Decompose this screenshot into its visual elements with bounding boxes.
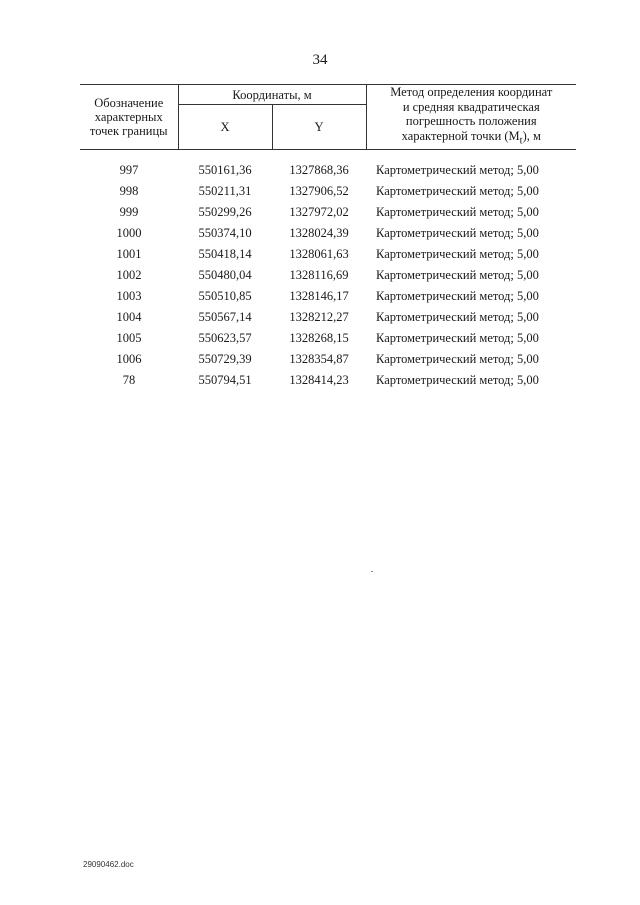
cell-point: 1002 [116, 267, 142, 282]
table-row [80, 265, 576, 286]
cell-x: 550374,10 [198, 225, 252, 240]
cell-point: 1004 [116, 309, 142, 324]
header-method-line-1: Метод определения координат [390, 85, 553, 99]
cell-method: Картометрический метод; 5,00 [376, 162, 539, 177]
cell-method: Картометрический метод; 5,00 [376, 351, 539, 366]
table-row [80, 181, 576, 202]
cell-y: 1328268,15 [289, 330, 349, 345]
cell-y: 1327906,52 [289, 183, 349, 198]
header-x: X [178, 105, 272, 149]
cell-y: 1328414,23 [289, 372, 349, 387]
table-row [80, 286, 576, 307]
header-method-subscript: t [519, 135, 523, 146]
cell-point: 1000 [116, 225, 142, 240]
cell-x: 550418,14 [198, 246, 252, 261]
footer-filename: 29090462.doc [83, 860, 134, 869]
cell-point: 78 [122, 372, 136, 387]
cell-x: 550299,26 [198, 204, 252, 219]
table-row [80, 202, 576, 223]
cell-point: 1003 [116, 288, 142, 303]
cell-x: 550623,57 [198, 330, 252, 345]
cell-y: 1328212,27 [289, 309, 349, 324]
table-header [80, 85, 576, 150]
cell-x: 550510,85 [198, 288, 252, 303]
cell-x: 550211,31 [198, 183, 252, 198]
cell-y: 1328354,87 [289, 351, 349, 366]
header-y: Y [272, 105, 366, 149]
cell-method: Картометрический метод; 5,00 [376, 330, 539, 345]
table-body [80, 149, 576, 391]
coordinates-table [80, 84, 576, 391]
cell-method: Картометрический метод; 5,00 [376, 288, 539, 303]
header-point: Обозначение характерных точек границы [80, 85, 178, 150]
cell-y: 1328024,39 [289, 225, 349, 240]
header-coordinates: Координаты, м [178, 85, 366, 105]
cell-point: 999 [119, 204, 139, 219]
table-row [80, 307, 576, 328]
table-row [80, 149, 576, 181]
table-row [80, 349, 576, 370]
cell-x: 550161,36 [198, 162, 252, 177]
header-method [366, 85, 576, 150]
cell-method: Картометрический метод; 5,00 [376, 267, 539, 282]
cell-y: 1328146,17 [289, 288, 349, 303]
cell-point: 1005 [116, 330, 142, 345]
cell-method: Картометрический метод; 5,00 [376, 204, 539, 219]
cell-x: 550729,39 [198, 351, 252, 366]
cell-point: 1001 [116, 246, 142, 261]
cell-y: 1327868,36 [289, 162, 349, 177]
table-row [80, 370, 576, 391]
page-number: 34 [312, 52, 328, 68]
cell-method: Картометрический метод; 5,00 [376, 372, 539, 387]
table-row [80, 328, 576, 349]
cell-method: Картометрический метод; 5,00 [376, 225, 539, 240]
cell-method: Картометрический метод; 5,00 [376, 183, 539, 198]
cell-point: 998 [119, 183, 139, 198]
cell-point: 997 [119, 162, 139, 177]
cell-x: 550480,04 [198, 267, 252, 282]
cell-x: 550794,51 [198, 372, 252, 387]
table-row [80, 244, 576, 265]
cell-point: 1006 [116, 351, 142, 366]
cell-x: 550567,14 [198, 309, 252, 324]
header-method-line-5: ), м [522, 128, 541, 143]
header-method-line-2: и средняя квадратическая [402, 99, 540, 114]
cell-method: Картометрический метод; 5,00 [376, 309, 539, 324]
table-row [80, 223, 576, 244]
cell-y: 1328116,69 [289, 267, 349, 282]
cell-y: 1327972,02 [289, 204, 349, 219]
header-method-line-4: характерной точки (M [401, 128, 520, 143]
cell-method: Картометрический метод; 5,00 [376, 246, 539, 261]
cell-y: 1328061,63 [289, 246, 349, 261]
scan-speck [371, 571, 373, 572]
header-method-line-3: погрешность положения [405, 114, 537, 128]
